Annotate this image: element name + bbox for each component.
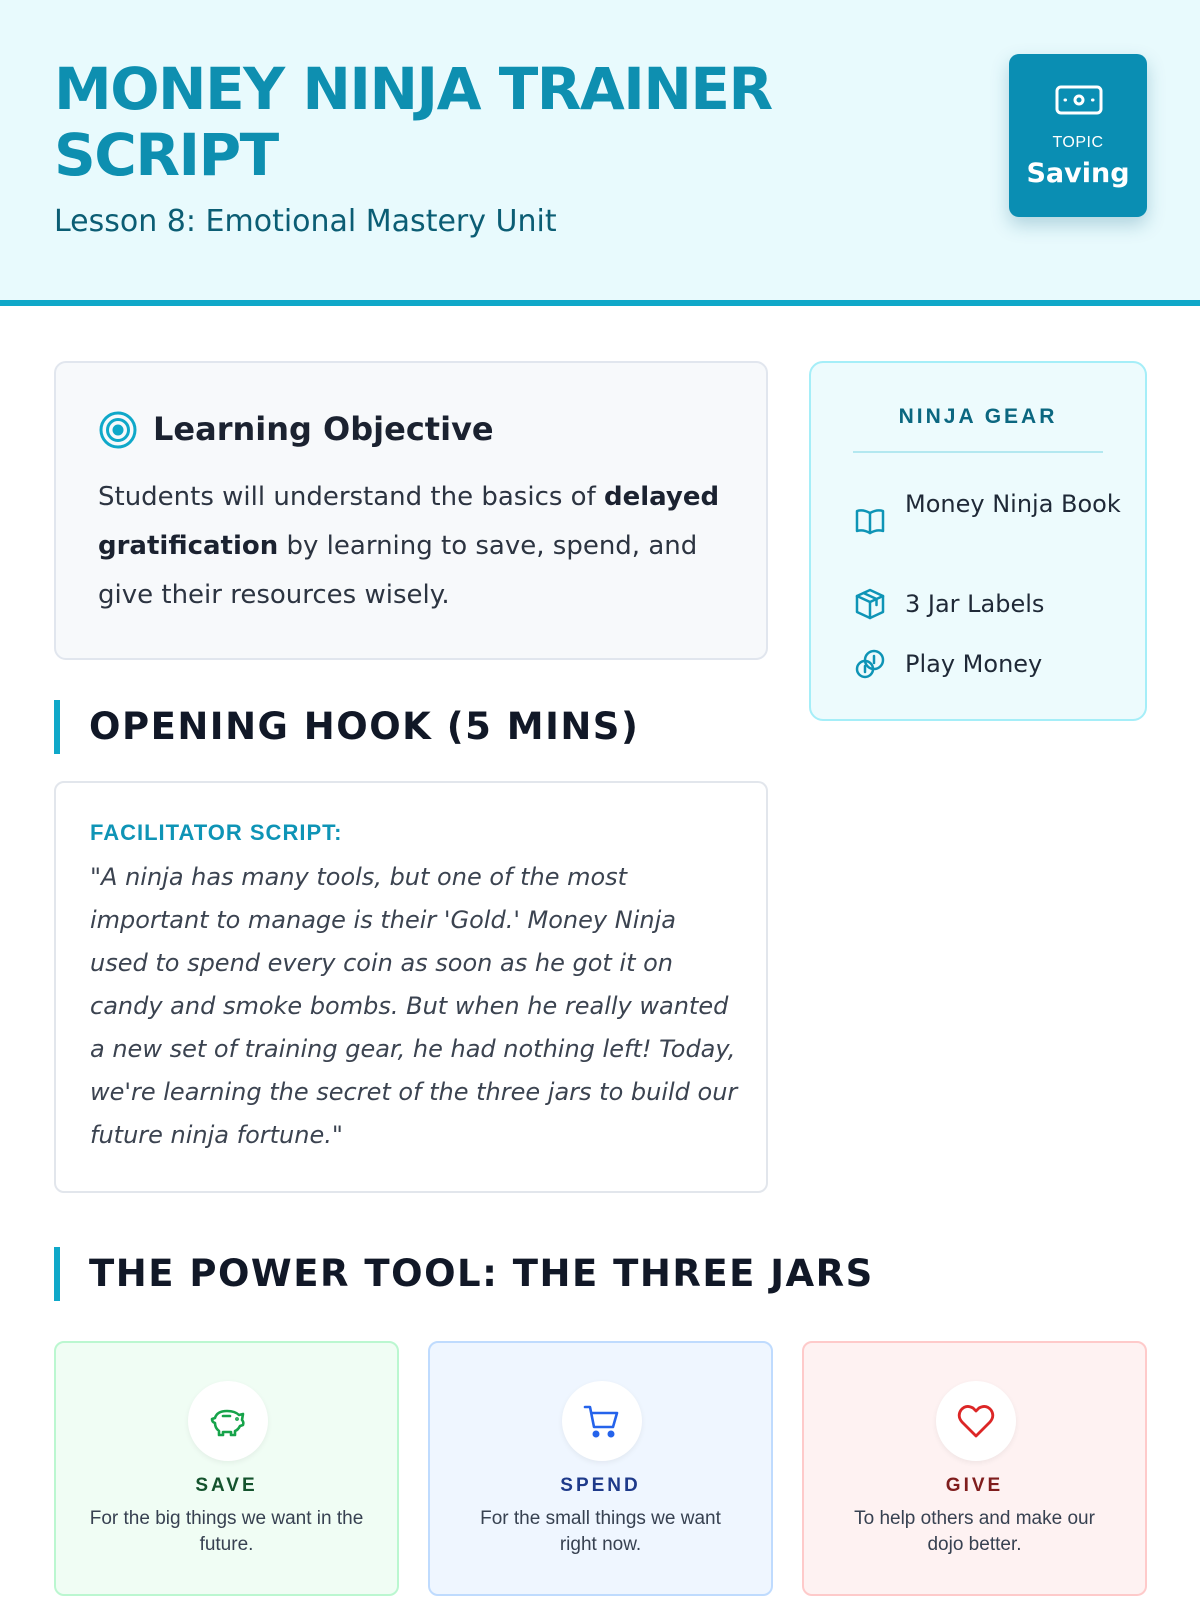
jar-name: GIVE <box>945 1475 1004 1496</box>
target-icon <box>98 410 138 450</box>
jar-icon-circle <box>562 1381 642 1461</box>
piggy-bank-icon <box>208 1401 248 1441</box>
jar-icon-circle <box>936 1381 1016 1461</box>
shopping-cart-icon <box>582 1401 622 1441</box>
page-subtitle: Lesson 8: Emotional Mastery Unit <box>54 204 557 239</box>
gear-title: NINJA GEAR <box>898 405 1058 428</box>
jar-description: For the small things we want right now. <box>480 1508 721 1555</box>
gear-item-label: Play Money <box>905 650 1043 678</box>
page-header <box>0 0 1200 306</box>
learning-objective-card <box>54 361 768 660</box>
objective-title: Learning Objective <box>153 410 494 448</box>
gear-divider <box>853 451 1103 453</box>
topic-badge <box>1009 54 1147 217</box>
money-icon <box>1054 84 1104 116</box>
objective-highlight: delayed gratification <box>98 482 720 561</box>
objective-text: Students will understand the basics of delayed gratification by learning to save, spend, and give their resources wisely. <box>98 482 720 610</box>
gear-item <box>853 484 1123 564</box>
gear-item <box>853 584 1123 624</box>
jar-card-spend <box>428 1341 773 1596</box>
opening-hook-heading: OPENING HOOK (5 MINS) <box>54 700 639 754</box>
gear-item-label: 3 Jar Labels <box>905 590 1045 618</box>
gear-item-label: Money Ninja Book <box>905 490 1121 518</box>
jar-name: SAVE <box>195 1475 258 1496</box>
jar-card-give <box>802 1341 1147 1596</box>
topic-label: TOPIC <box>1052 134 1104 151</box>
facilitator-script-card <box>54 781 768 1193</box>
jar-icon-circle <box>188 1381 268 1461</box>
jar-description: To help others and make our dojo better. <box>854 1508 1095 1555</box>
jar-name: SPEND <box>560 1475 641 1496</box>
jar-description: For the big things we want in the future. <box>89 1508 364 1555</box>
book-icon <box>853 504 887 538</box>
topic-value: Saving <box>1026 158 1130 189</box>
script-label: FACILITATOR SCRIPT: <box>90 820 343 845</box>
coins-icon <box>853 647 887 681</box>
heart-icon <box>956 1401 996 1441</box>
box-icon <box>853 587 887 621</box>
jar-card-save <box>54 1341 399 1596</box>
script-text: "A ninja has many tools, but one of the most important to manage is their 'Gold.' Money Ninja used to spend every coin as soon as he got it on candy and smoke bombs. But when he really wanted a new set of training gear, he had nothing left! Today, we're learning the secret of the three jars to build our future ninja fortune." <box>90 863 738 1149</box>
ninja-gear-card <box>809 361 1147 721</box>
power-tool-heading: THE POWER TOOL: THE THREE JARS <box>54 1247 874 1301</box>
page-title: MONEY NINJA TRAINER SCRIPT <box>54 55 772 189</box>
gear-item <box>853 644 1123 684</box>
